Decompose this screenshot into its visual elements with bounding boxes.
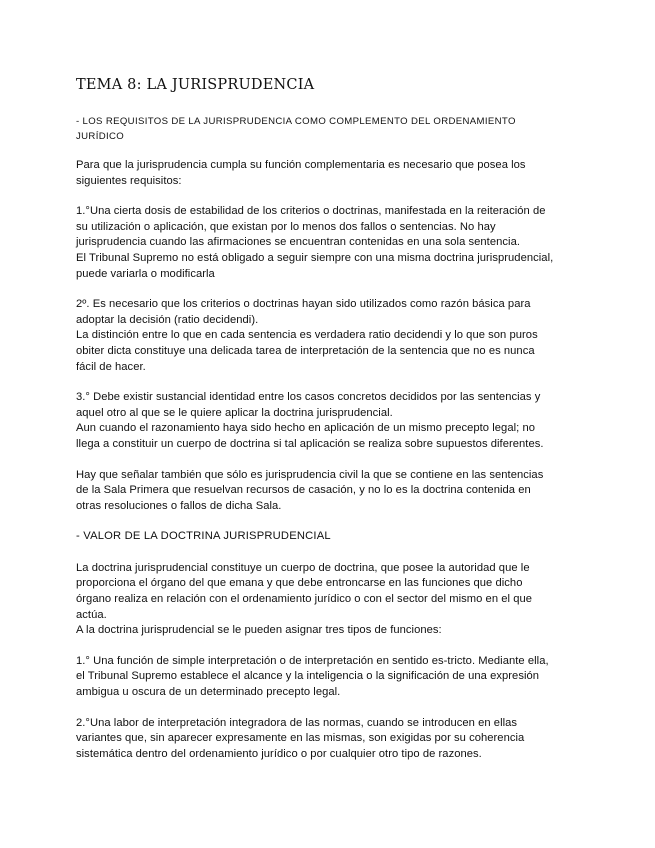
- paragraph-line: obiter dicta constituye una delicada tarea de interpretación de la sentencia que no es nunca: [76, 344, 535, 357]
- paragraph-line: actúa.: [76, 608, 107, 621]
- paragraph-line: fácil de hacer.: [76, 360, 146, 373]
- paragraph-line: Aun cuando el razonamiento haya sido hecho en aplicación de un mismo precepto legal; no: [76, 422, 535, 435]
- paragraph-line: La distinción entre lo que en cada sentencia es verdadera ratio decidendi y lo que son puros: [76, 329, 538, 342]
- paragraph-line: el Tribunal Supremo establece el alcance y la inteligencia o la significación de una expresión: [76, 670, 540, 683]
- paragraph-line: de la Sala Primera que resuelvan recursos de casación, y no lo es la doctrina contenida en: [76, 484, 531, 497]
- paragraph-line: siguientes requisitos:: [76, 174, 182, 187]
- paragraph-line: puede variarla o modificarla: [76, 267, 215, 280]
- paragraph-line: La doctrina jurisprudencial constituye un cuerpo de doctrina, que posee la autoridad que le: [76, 561, 530, 574]
- document-content: [76, 76, 576, 777]
- paragraph-line: adoptar la decisión (ratio decidendi).: [76, 313, 259, 326]
- section-heading-line: - LOS REQUISITOS DE LA JURISPRUDENCIA COMO COMPLEMENTO DEL ORDENAMIENTO: [76, 116, 516, 127]
- paragraph-line: otras resoluciones o fallos de dicha Sala.: [76, 499, 282, 512]
- section-heading-requisitos: [76, 114, 576, 144]
- paragraph-line: variantes que, sin aparecer expresamente en las mismas, son exigidas por su coherencia: [76, 732, 525, 745]
- paragraph-line: Para que la jurisprudencia cumpla su función complementaria es necesario que posea los: [76, 159, 526, 171]
- paragraph-line: 3.° Debe existir sustancial identidad entre los casos concretos decididos por las sentencias y: [76, 391, 541, 404]
- paragraph-line: llega a constituir un cuerpo de doctrina si tal aplicación se realiza sobre supuestos diferentes.: [76, 437, 544, 450]
- paragraph-line: órgano realiza en relación con el ordenamiento jurídico o con el sector del mismo en el que: [76, 592, 533, 605]
- document-title: TEMA 8: LA JURISPRUDENCIA: [76, 77, 315, 93]
- paragraph-requisito-2: [76, 297, 576, 375]
- paragraph-line: proporciona el órgano del que emana y que debe entroncarse en las funciones que dicho: [76, 577, 523, 590]
- paragraph-line: El Tribunal Supremo no está obligado a seguir siempre con una misma doctrina jurisprudencial,: [76, 251, 554, 264]
- paragraph-line: su utilización o aplicación, que existan por lo menos dos fallos o sentencias. No hay: [76, 220, 496, 233]
- paragraph-funcion-1: [76, 654, 576, 701]
- paragraph-requisito-3: [76, 390, 576, 452]
- paragraph-line: aquel otro al que se le quiere aplicar la doctrina jurisprudencial.: [76, 406, 393, 419]
- paragraph-line: Hay que señalar también que sólo es jurisprudencia civil la que se contiene en las sentencias: [76, 468, 544, 481]
- paragraph-valor-doctrina: [76, 561, 576, 639]
- paragraph-jurisprudencia-civil: [76, 468, 576, 515]
- section-heading-valor: - VALOR DE LA DOCTRINA JURISPRUDENCIAL: [76, 530, 331, 543]
- paragraph-line: jurisprudencia cuando las afirmaciones se encuentran contenidas en una sola sentencia.: [76, 236, 520, 249]
- section-heading-line: JURÍDICO: [76, 131, 125, 142]
- paragraph-line: 2º. Es necesario que los criterios o doctrinas hayan sido utilizados como razón básica para: [76, 298, 531, 311]
- paragraph-line: 1.°Una cierta dosis de estabilidad de los criterios o doctrinas, manifestada en la reiteración de: [76, 205, 546, 218]
- paragraph-intro: [76, 158, 576, 189]
- paragraph-line: sistemática dentro del ordenamiento jurídico o por cualquier otro tipo de razones.: [76, 747, 482, 760]
- paragraph-requisito-1: [76, 204, 576, 282]
- paragraph-line: 1.° Una función de simple interpretación o de interpretación en sentido es-tricto. Mediante ella,: [76, 654, 549, 667]
- paragraph-line: 2.°Una labor de interpretación integradora de las normas, cuando se introducen en ellas: [76, 716, 518, 729]
- paragraph-line: A la doctrina jurisprudencial se le pueden asignar tres tipos de funciones:: [76, 624, 442, 637]
- paragraph-line: ambigua u oscura de un determinado precepto legal.: [76, 685, 341, 698]
- paragraph-funcion-2: [76, 716, 576, 763]
